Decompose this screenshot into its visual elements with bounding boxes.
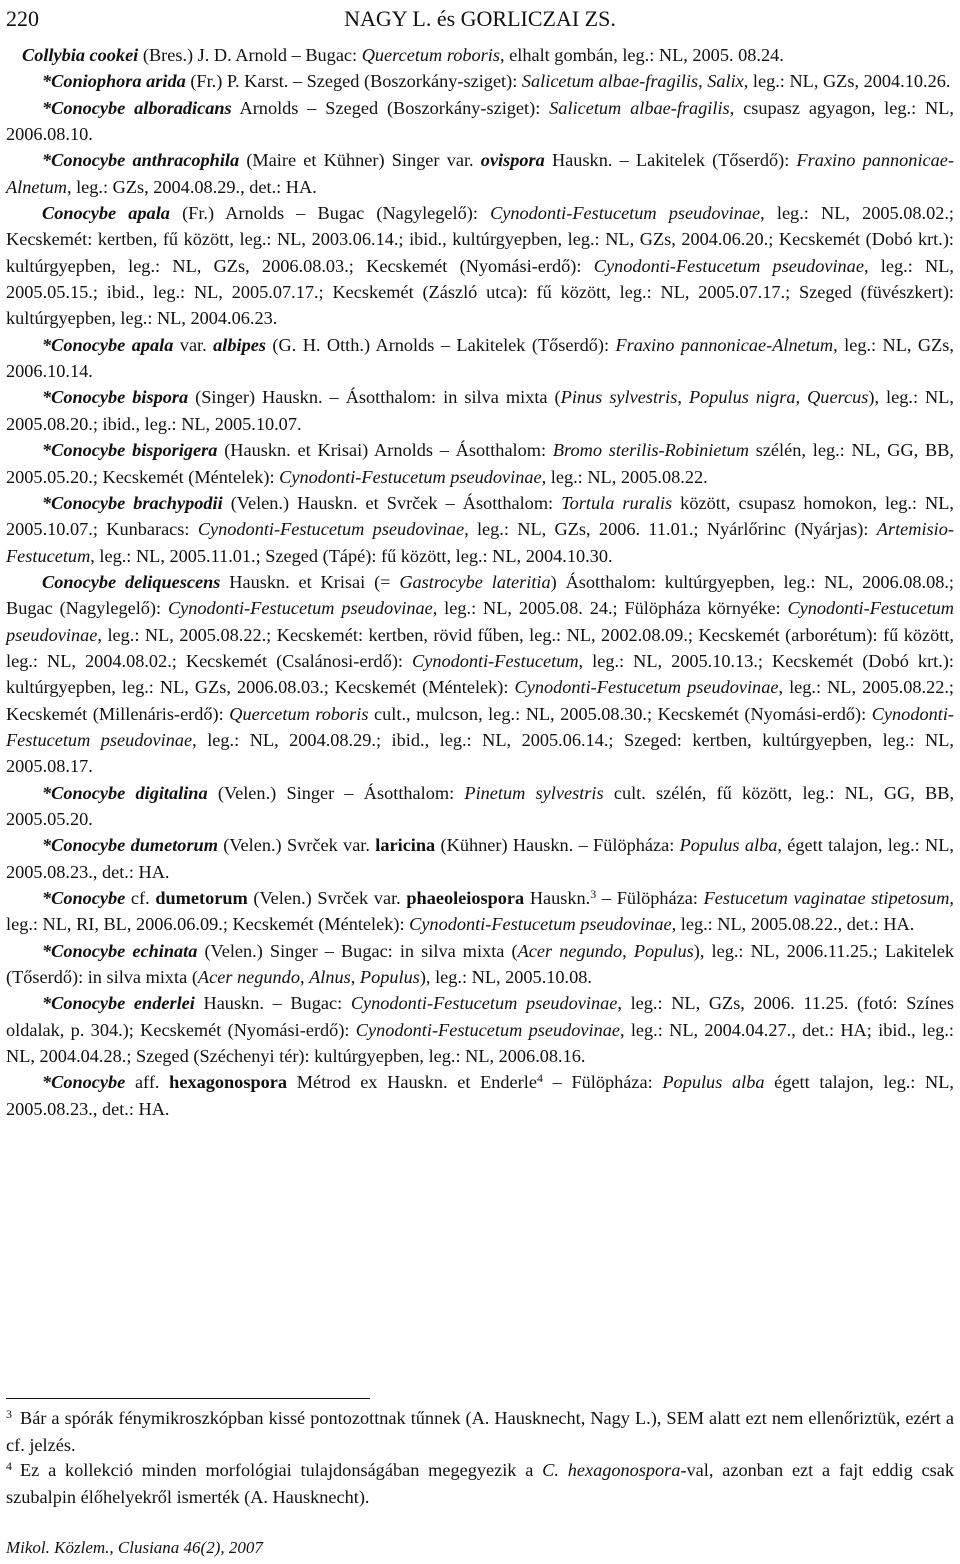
taxon-name: Collybia cookei [22, 45, 139, 65]
text-segment: (Hauskn. et Krisai) Arnolds – Ásotthalom: [217, 440, 553, 461]
italic-text: Fraxino pannonicae-Alnetum [6, 150, 954, 197]
italic-text: Quercus [807, 387, 869, 408]
text-segment: , leg.: NL, 2005.08.22. [541, 466, 708, 487]
journal-footer: Mikol. Közlem., Clusiana 46(2), 2007 [6, 1538, 263, 1557]
taxon-name: *Conocybe echinata [42, 940, 198, 961]
text-segment: ) Ásotthalom: kultúrgyepben, leg.: NL, 2006.08.08.; Bugac (Nagylegelő): [6, 571, 954, 619]
text-segment: , elhalt gombán, leg.: NL, 2005. 08.24. [499, 45, 784, 65]
text-segment: , leg.: NL, 2005.08.02.; Kecskemét: kertben, fű között, leg.: NL, 2003.06.14.; ibid., kultúrgyepben, leg.: NL, GZs, 2004.06.20.; Kecskemét (Dobó krt.): kultúrgyepben, leg.: NL, GZs, 2006.08.03.; Kecskemét (Nyomási-erdő): [6, 203, 954, 276]
text-segment: , leg.: NL, GZs, 2006. 11.25. (fotó: Színes oldalak, p. 304.); Kecskemét (Nyomási-erdő): [6, 993, 954, 1040]
text-segment: , leg.: GZs, 2004.08.29., det.: HA. [66, 176, 317, 197]
species-entry [6, 68, 954, 94]
italic-text: Pinetum sylvestris [464, 782, 604, 803]
italic-text: Cynodonti-Festucetum pseudovinae [350, 993, 618, 1014]
italic-text: Cynodonti-Festucetum pseudovinae [6, 598, 954, 645]
italic-text: Alnus [309, 967, 351, 988]
italic-text: Cynodonti-Festucetum pseudovinae [514, 677, 779, 698]
italic-text: Acer negundo [517, 940, 623, 961]
text-segment: , leg.: NL, 2004.08.29.; ibid., leg.: NL, 2005.06.14.; Szeged: kertben, kultúrgyepben, leg.: NL, 2005.08.17. [6, 729, 954, 777]
text-segment: Arnolds – Szeged (Boszorkány-sziget): [231, 97, 550, 118]
species-list [6, 42, 954, 1122]
text-segment: aff. [125, 1072, 170, 1093]
taxon-name: *Conocybe anthracophila [42, 150, 240, 171]
running-title: NAGY L. és GORLICZAI ZS. [344, 6, 616, 31]
text-segment: , leg.: NL, 2005.08.22., det.: HA. [671, 914, 915, 935]
text-segment: phaeoleiospora [406, 888, 525, 908]
text-segment: -val, azonban ezt a fajt eddig csak szubalpin élőhelyekről ismerték (A. Hausknecht). [6, 1460, 955, 1507]
taxon-name: *Conocybe [42, 1072, 126, 1093]
text-segment: égett talajon, leg.: NL, 2005.08.23., det.: HA. [6, 1072, 954, 1119]
text-segment: (Velen.) Hauskn. et Svrček – Ásotthalom: [222, 492, 562, 513]
text-segment: , leg.: NL, 2005.05.15.; ibid., leg.: NL, 2005.07.17.; Kecskemét (Zászló utca): fű között, leg.: NL, 2005.07.17.; Szeged (füvészkert): kultúrgyepben, leg.: NL, 2004.06.23. [6, 255, 954, 329]
italic-text: Tortula ruralis [561, 492, 673, 513]
taxon-name: *Conocybe enderlei [42, 993, 195, 1014]
taxon-name: *Conocybe bispora [42, 387, 189, 408]
taxon-name: *Coniophora arida [42, 71, 186, 92]
italic-text: Salicetum albae-fragilis, Salix [521, 71, 744, 92]
species-entry [6, 832, 954, 885]
text-segment: , leg.: NL, 2005.08.22.; Kecskemét: kertben, rövid fűben, leg.: NL, 2002.08.09.; Kecskemét (arborétum): fű között, leg.: NL, 2004.08.02.; Kecskemét (Csalánosi-erdő): [6, 624, 954, 671]
text-segment: , leg.: NL, 2004.04.27., det.: HA; ibid., leg.: NL, 2004.04.28.; Szeged (Széchenyi tér): kultúrgyepben, leg.: NL, 2006.08.16. [6, 1019, 954, 1067]
italic-text: C. hexagonospora [542, 1460, 681, 1480]
species-entry [6, 938, 954, 991]
taxon-name: *Conocybe bisporigera [42, 440, 218, 461]
text-segment: dumetorum [155, 888, 248, 908]
text-segment: , [677, 387, 689, 408]
taxon-name: *Conocybe [42, 888, 126, 908]
italic-text: Gastrocybe lateritia [399, 571, 551, 592]
text-segment: , [350, 967, 360, 988]
italic-text: Cynodonti-Festucetum pseudovinae [409, 914, 672, 935]
species-entry [6, 384, 954, 437]
text-segment: ), leg.: NL, 2005.10.08. [419, 967, 592, 988]
text-segment: ), leg.: NL, 2006.11.25.; Lakitelek (Tőserdő): in silva mixta ( [6, 940, 954, 988]
text-segment: (Velen.) Singer – Ásotthalom: [207, 782, 465, 803]
species-entry [6, 885, 954, 938]
text-segment: (Maire et Kühner) Singer var. [239, 150, 481, 171]
page-header [6, 4, 954, 34]
text-segment: – Fülöpháza: [596, 888, 704, 908]
text-segment: Hauskn. – Bugac: [194, 993, 351, 1014]
italic-text: Cynodonti-Festucetum pseudovinae [593, 255, 864, 276]
italic-text: Cynodonti-Festucetum pseudovinae [355, 1019, 620, 1040]
text-segment: szélén, leg.: NL, GG, BB, 2005.05.20.; Kecskemét (Méntelek): [6, 440, 954, 487]
text-segment: Ez a kollekció minden morfológiai tulajdonságában megegyezik a [20, 1460, 543, 1480]
italic-text: Fraxino pannonicae-Alnetum [615, 334, 834, 355]
footnote-ref: 4 [536, 1071, 543, 1086]
footnote-number: 3 [6, 1407, 12, 1421]
italic-text: Cynodonti-Festucetum [412, 650, 579, 671]
text-segment: , leg.: NL, RI, BL, 2006.06.09.; Kecskemét (Méntelek): [6, 888, 954, 935]
text-segment: cult., mulcson, leg.: NL, 2005.08.30.; Kecskemét (Nyomási-erdő): [368, 703, 872, 724]
text-segment: (Velen.) Singer – Bugac: in silva mixta ( [197, 940, 518, 961]
text-segment: (Fr.) P. Karst. – Szeged (Boszorkány-sziget): [185, 71, 522, 92]
text-segment: csupasz agyagon, leg.: NL, 2006.08.10. [6, 97, 954, 145]
taxon-name: Conocybe apala [42, 203, 170, 224]
taxon-name: *Conocybe dumetorum [42, 835, 218, 856]
text-segment: , égett talajon, leg.: NL, 2005.08.23., det.: HA. [6, 835, 954, 882]
species-entry [6, 42, 954, 68]
text-segment: (Kühner) Hauskn. – Fülöpháza: [435, 835, 680, 856]
text-segment: , leg.: NL, 2005.08.22.; Kecskemét (Millenáris-erdő): [6, 677, 954, 724]
italic-text: Populus nigra [688, 387, 796, 408]
italic-text: Festucetum vaginatae stipetosum [703, 888, 950, 908]
italic-text: Populus [633, 940, 694, 961]
text-segment: , leg.: NL, 2005.11.01.; Szeged (Tápé): fű között, leg.: NL, 2004.10.30. [90, 545, 613, 566]
footnote-ref: 3 [590, 887, 597, 901]
text-segment: , [622, 940, 634, 961]
page-number: 220 [6, 6, 39, 31]
footnote [6, 1406, 954, 1458]
text-segment: Hauskn. [524, 888, 591, 908]
species-entry [6, 569, 954, 780]
text-segment: hexagonospora [169, 1072, 288, 1093]
italic-text: Populus [359, 967, 420, 988]
italic-text: Bromo sterilis-Robinietum [552, 440, 749, 461]
species-entry [6, 437, 954, 490]
text-segment: (Velen.) Svrček var. [247, 888, 407, 908]
taxon-name: *Conocybe digitalina [42, 782, 208, 803]
text-segment: , leg.: NL, 2005.08. 24.; Fülöpháza környéke: [432, 598, 788, 619]
taxon-name: ovispora [480, 150, 545, 171]
text-segment: cult. szélén, fű között, leg.: NL, GG, BB, 2005.05.20. [6, 782, 955, 829]
text-segment: (Fr.) Arnolds – Bugac (Nagylegelő): [169, 203, 491, 224]
italic-text: Cynodonti-Festucetum pseudovinae [167, 598, 433, 619]
text-segment: , leg.: NL, 2005.10.13.; Kecskemét (Dobó krt.): kultúrgyepben, leg.: NL, GZs, 2006.08.03.; Kecskemét (Méntelek): [6, 650, 954, 698]
text-segment: , leg.: NL, GZs, 2006. 11.01.; Nyárlőrinc (Nyárjas): [464, 519, 877, 540]
species-entry [6, 1069, 954, 1122]
taxon-name: albipes [213, 334, 266, 355]
species-entry [6, 990, 954, 1069]
text-segment: ), leg.: NL, 2005.08.20.; ibid., leg.: NL, 2005.10.07. [6, 387, 954, 434]
text-segment: – Fülöpháza: [542, 1072, 663, 1093]
italic-text: Salicetum albae-fragilis, [549, 97, 735, 118]
italic-text: Acer negundo [197, 967, 300, 988]
italic-text: Cynodonti-Festucetum pseudovinae [6, 703, 954, 750]
footnotes [6, 1406, 954, 1510]
species-entry [6, 200, 954, 332]
text-segment: , [795, 387, 808, 408]
text-segment: , leg.: NL, GZs, 2004.10.26. [743, 71, 951, 92]
text-segment: , [299, 967, 310, 988]
text-segment: között, csupasz homokon, leg.: NL, 2005.10.07.; Kunbaracs: [6, 492, 954, 540]
text-segment: Hauskn. et Krisai (= [220, 571, 400, 592]
text-segment: (Velen.) Svrček var. [217, 835, 376, 856]
text-segment: (G. H. Otth.) Arnolds – Lakitelek (Tőserdő): [265, 334, 616, 355]
footnote [6, 1458, 954, 1510]
italic-text: Cynodonti-Festucetum pseudovinae [197, 519, 465, 540]
italic-text: Populus alba [679, 835, 778, 856]
text-segment: Hauskn. – Lakitelek (Tőserdő): [544, 150, 797, 171]
text-segment: laricina [375, 835, 436, 856]
species-entry [6, 95, 954, 148]
italic-text: Populus alba [662, 1072, 765, 1093]
footnote-number: 4 [6, 1459, 12, 1473]
taxon-name: *Conocybe brachypodii [42, 492, 223, 513]
species-entry [6, 490, 954, 569]
text-segment: var. [173, 334, 214, 355]
taxon-name: *Conocybe apala [42, 334, 174, 355]
taxon-name: *Conocybe alboradicans [42, 97, 232, 118]
italic-text: Quercetum roboris [361, 45, 500, 65]
species-entry [6, 780, 954, 833]
italic-text: Quercetum roboris [229, 703, 369, 724]
italic-text: Pinus sylvestris [560, 387, 678, 408]
taxon-name: Conocybe deliquescens [42, 571, 221, 592]
footnote-separator [6, 1398, 370, 1399]
text-segment: (Bres.) J. D. Arnold – Bugac: [138, 45, 362, 65]
text-segment: Bár a spórák fénymikroszkópban kissé pontozottnak tűnnek (A. Hausknecht, Nagy L.), SEM alatt ezt nem ellenőriztük, ezért a cf. jelzés. [6, 1408, 954, 1455]
species-entry [6, 332, 954, 385]
species-entry [6, 147, 954, 200]
italic-text: Cynodonti-Festucetum pseudovinae [490, 203, 761, 224]
italic-text: Artemisio-Festucetum [6, 519, 954, 566]
text-segment: Métrod ex Hauskn. et Enderle [287, 1072, 537, 1093]
italic-text: Cynodonti-Festucetum pseudovinae [279, 466, 542, 487]
text-segment: , leg.: NL, GZs, 2006.10.14. [6, 334, 954, 382]
text-segment: cf. [125, 888, 156, 908]
text-segment: (Singer) Hauskn. – Ásotthalom: in silva mixta ( [188, 387, 561, 408]
